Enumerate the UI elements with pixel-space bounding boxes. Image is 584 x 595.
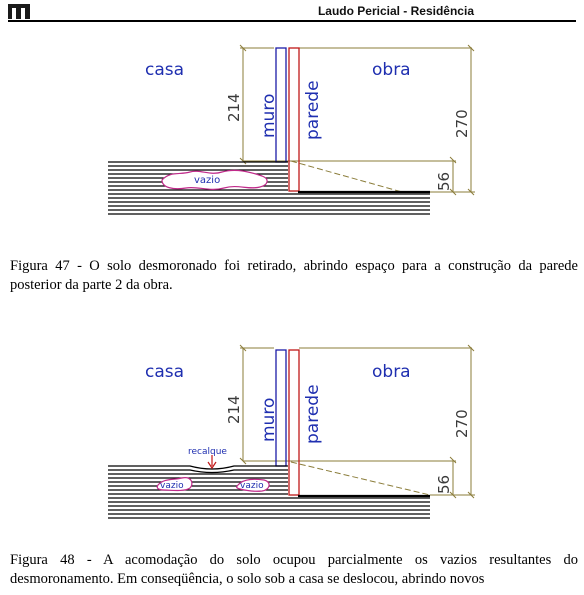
label-vazio: vazio <box>194 175 221 186</box>
figure-47-caption: Figura 47 - O solo desmoronado foi retirado, abrindo espaço para a construção da parede posterior da parte 2 da obra. <box>10 258 578 293</box>
slope-dashed-line <box>291 462 430 495</box>
label-casa: casa <box>145 362 185 382</box>
header-title: Laudo Pericial - Residência <box>317 4 474 18</box>
label-muro: muro <box>259 93 279 138</box>
page-header <box>0 0 584 22</box>
figure-47 <box>0 38 584 238</box>
soil-hatch <box>108 466 430 518</box>
dim-214-label: 214 <box>225 93 243 122</box>
soil-hatch <box>108 162 430 214</box>
parede-wall <box>289 350 299 495</box>
figure-48-caption: Figura 48 - A acomodação do solo ocupou parcialmente os vazios resultantes do desmoronamento. Em conseqüência, o solo sob a casa se deslocou, abrindo novos <box>10 552 578 587</box>
header-rule <box>8 20 576 22</box>
label-parede: parede <box>303 80 323 140</box>
label-parede: parede <box>303 384 323 444</box>
label-muro: muro <box>259 397 279 442</box>
label-vazio-right: vazio <box>240 481 264 491</box>
dim-270-label: 270 <box>453 109 471 138</box>
label-casa: casa <box>145 60 185 80</box>
dim-56-label: 56 <box>435 171 453 191</box>
figure-48 <box>0 338 584 538</box>
slope-dashed-line <box>291 161 402 192</box>
label-vazio-left: vazio <box>160 481 184 491</box>
label-obra: obra <box>372 362 411 382</box>
logo-icon <box>8 4 30 19</box>
dim-56-label: 56 <box>435 474 453 494</box>
parede-wall <box>289 48 299 191</box>
figure-48-drawing <box>0 338 584 538</box>
dim-270-label: 270 <box>453 409 471 438</box>
figure-47-drawing <box>0 38 584 238</box>
label-obra: obra <box>372 60 411 80</box>
label-recalque: recalque <box>188 447 227 457</box>
dim-214-label: 214 <box>225 395 243 424</box>
